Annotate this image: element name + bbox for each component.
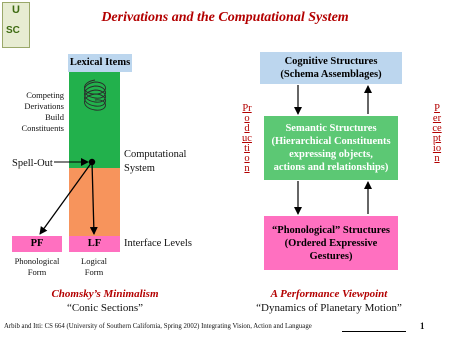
footer-citation: Arbib and Itti: CS 664 (University of Southern California, Spring 2002) Integrating Vision, Action and Language [4,323,312,330]
lexical-items-box: Lexical Items [68,54,132,72]
perception-label: Perception [432,103,442,164]
slide-title: Derivations and the Computational System [101,10,349,25]
branch-to-lf [92,162,94,234]
footer-rule [342,331,406,332]
performance-viewpoint-title: A Performance Viewpoint [270,288,388,300]
pf-box: PF [12,236,62,252]
computational-system-label: Computational System [124,149,187,174]
cognitive-structures-box: Cognitive Structures (Schema Assemblages) [260,52,402,84]
derivation-loops [85,80,106,110]
semantic-structures-box: Semantic Structures (Hierarchical Constituents expressing objects, actions and relationships) [264,116,398,180]
planetary-motion-caption: “Dynamics of Planetary Motion” [256,302,402,314]
branch-to-pf [40,162,92,234]
interface-levels-label: Interface Levels [124,238,192,249]
logo-text-bottom: SC [6,25,20,36]
phonological-form-caption: Phonological Form [14,256,60,277]
lf-box: LF [69,236,120,252]
production-label: Production [242,103,252,174]
logical-form-caption: Logical Form [81,256,107,277]
page-number: 1 [420,321,425,331]
competing-derivations-label: Competing Derivations Build Constituents [21,90,64,133]
phonological-structures-box: “Phonological” Structures (Ordered Expressive Gestures) [264,216,398,270]
logo-text-top: U [12,4,20,16]
spell-out-label: Spell-Out [12,158,53,169]
conic-sections-caption: “Conic Sections” [66,302,144,314]
chomsky-minimalism-title: Chomsky’s Minimalism [51,288,159,300]
